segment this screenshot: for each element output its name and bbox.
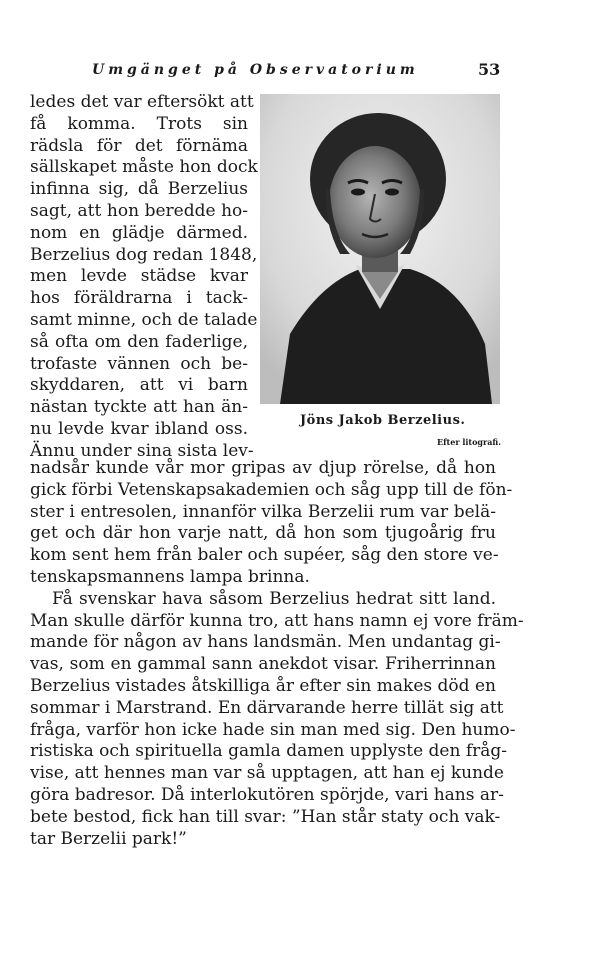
text-line: nästan tyckte att han än- — [30, 397, 248, 418]
text-line: mande för någon av hans landsmän. Men undantag gi- — [30, 632, 501, 653]
page-number: 53 — [478, 60, 501, 79]
portrait-lithograph — [260, 94, 500, 404]
text-line: vas, som en gammal sann anekdot visar. Friherrinnan — [30, 654, 496, 675]
main-text — [30, 458, 524, 850]
text-line: Man skulle därför kunna tro, att hans namn ej vore främ- — [30, 610, 524, 631]
text-line: Ännu under sina sista lev- — [30, 440, 254, 461]
text-line: göra badresor. Då interlokutören spörjde, vari hans ar- — [30, 784, 504, 805]
left-column-text — [30, 92, 258, 463]
text-line: bete bestod, fick han till svar: ”Han står staty och vak- — [30, 806, 501, 827]
text-line: get och där hon varje natt, då hon som tjugoårig fru — [30, 523, 496, 544]
text-line: ster i entresolen, innanför vilka Berzelii rum var belä- — [30, 501, 496, 522]
text-line: gick förbi Vetenskapsakademien och såg upp till de fön- — [30, 479, 513, 500]
text-line: ristiska och spirituella gamla damen upplyste den fråg- — [30, 741, 508, 762]
text-line: så ofta om den faderlige, — [30, 331, 248, 352]
text-line: tenskapsmannens lampa brinna. — [30, 566, 310, 587]
text-line: ledes det var eftersökt att — [30, 92, 254, 112]
text-line: trofaste vännen och be- — [30, 353, 248, 374]
text-line: Berzelius dog redan 1848, — [30, 244, 258, 265]
text-line: infinna sig, då Berzelius — [30, 179, 248, 200]
text-line: nadsår kunde vår mor gripas av djup rörelse, då hon — [30, 458, 496, 478]
text-line: få komma. Trots sin — [30, 113, 248, 134]
text-line: sagt, att hon beredde ho- — [30, 200, 248, 221]
figure-caption: Jöns Jakob Berzelius. — [300, 413, 466, 428]
text-line: skyddaren, att vi barn — [30, 375, 248, 396]
text-line: rädsla för det förnäma — [30, 135, 248, 156]
text-line: sommar i Marstrand. En därvarande herre tillät sig att — [30, 697, 504, 718]
text-line: samt minne, och de talade — [30, 309, 258, 330]
text-line: nu levde kvar ibland oss. — [30, 418, 248, 439]
text-line: hos föräldrarna i tack- — [30, 288, 248, 309]
text-line: nom en glädje därmed. — [30, 222, 248, 243]
text-line: tar Berzelii park!” — [30, 828, 187, 849]
text-line: men levde städse kvar — [30, 266, 248, 287]
text-line: fråga, varför hon icke hade sin man med sig. Den humo- — [30, 719, 516, 740]
text-line: sällskapet måste hon dock — [30, 157, 258, 178]
text-line: vise, att hennes man var så upptagen, att han ej kunde — [30, 763, 504, 784]
text-line: Få svenskar hava såsom Berzelius hedrat sitt land. — [52, 588, 496, 609]
text-line: kom sent hem från baler och supéer, såg den store ve- — [30, 545, 499, 566]
figure-credit: Efter litografi. — [437, 437, 502, 447]
text-line: Berzelius vistades åtskilliga år efter sin makes död en — [30, 675, 496, 696]
running-title: Umgänget på Observatorium — [92, 62, 419, 78]
